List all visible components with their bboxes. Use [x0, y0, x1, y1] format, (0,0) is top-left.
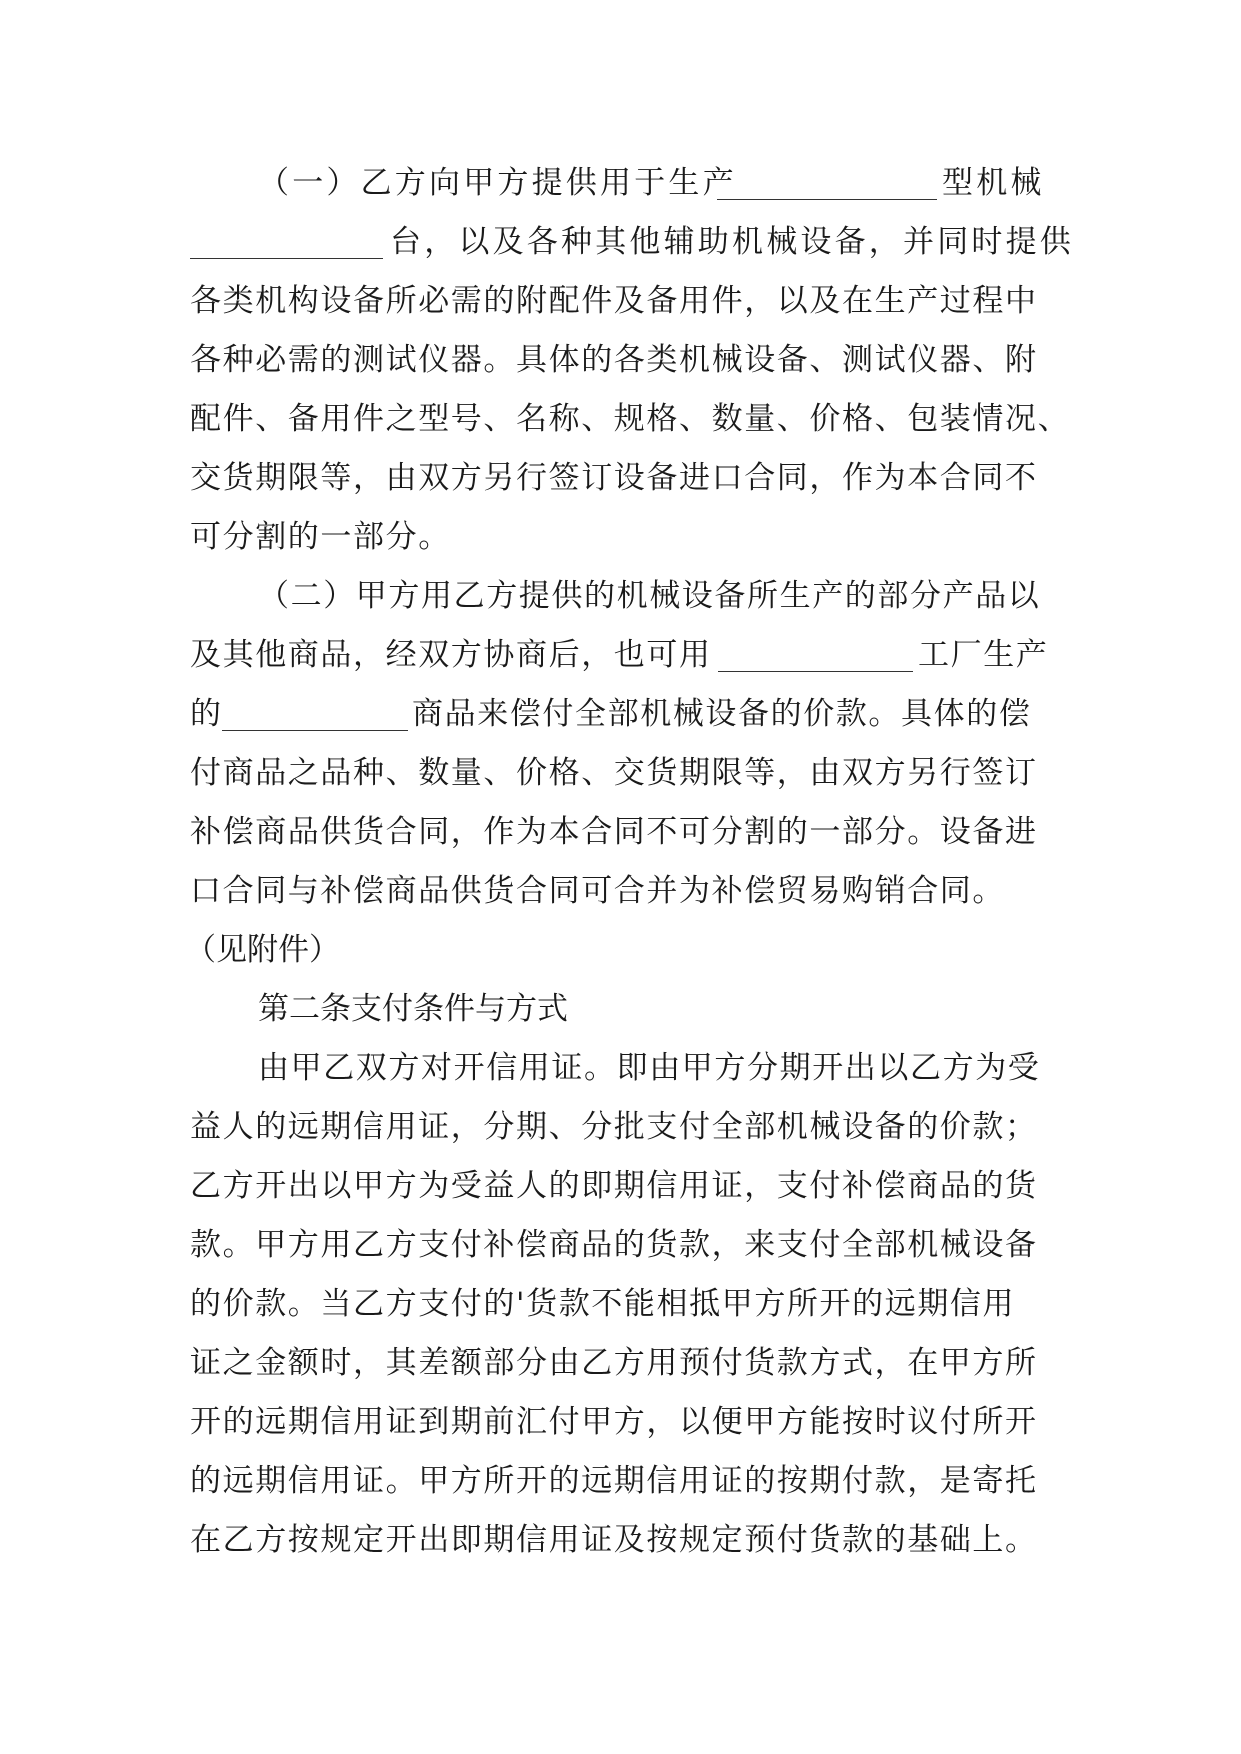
appendix-reference: （见附件）: [185, 932, 340, 968]
article-2-text: 的远期信用证。甲方所开的远期信用证的按期付款，是寄托: [190, 1463, 1038, 1499]
text-line: [0, 1284, 1241, 1324]
article-2-text-end: 在乙方按规定开出即期信用证及按规定预付货款的基础上。: [190, 1522, 1038, 1558]
text-line: [0, 1402, 1241, 1442]
clause-1-text-end: 可分割的一部分。: [190, 519, 451, 555]
text-line: [0, 635, 1241, 675]
clause-1-text: 各种必需的测试仪器。具体的各类机械设备、测试仪器、附: [190, 342, 1038, 378]
text-line: [0, 517, 1241, 557]
section-heading: [0, 989, 1241, 1029]
article-2-text: 乙方开出以甲方为受益人的即期信用证，支付补偿商品的货: [190, 1168, 1038, 1204]
text-line: [0, 1343, 1241, 1383]
clause-2-text: 付商品之品种、数量、价格、交货期限等，由双方另行签订: [190, 755, 1038, 791]
fill-in-blank-quantity[interactable]: [190, 258, 383, 259]
clause-1-text: 各类机构设备所必需的附配件及备用件，以及在生产过程中: [190, 283, 1038, 319]
text-line: [0, 163, 1241, 203]
text-line: [0, 281, 1241, 321]
fill-in-blank-factory[interactable]: [718, 671, 913, 672]
text-line: [0, 458, 1241, 498]
clause-1-text-start: （一）乙方向甲方提供用于生产: [258, 165, 737, 201]
text-line: [0, 1225, 1241, 1265]
clause-2-text: 补偿商品供货合同，作为本合同不可分割的一部分。设备进: [190, 814, 1038, 850]
article-2-text: 款。甲方用乙方支付补偿商品的货款，来支付全部机械设备: [190, 1227, 1038, 1263]
article-2-text: 开的远期信用证到期前汇付甲方，以便甲方能按时议付所开: [190, 1404, 1038, 1440]
text-line: [0, 812, 1241, 852]
text-line: [0, 1048, 1241, 1088]
clause-1-text: 配件、备用件之型号、名称、规格、数量、价格、包装情况、: [190, 401, 1071, 437]
article-2-text: 证之金额时，其差额部分由乙方用预付货款方式，在甲方所: [190, 1345, 1038, 1381]
article-2-text: 的价款。当乙方支付的'货款不能相抵甲方所开的远期信用: [190, 1286, 1016, 1322]
fill-in-blank-model[interactable]: [717, 199, 937, 200]
text-line: [0, 694, 1241, 734]
text-line: [0, 753, 1241, 793]
text-line: [0, 222, 1241, 262]
clause-2-text: 的: [190, 696, 221, 732]
clause-1-text: 台，以及各种其他辅助机械设备，并同时提供: [390, 224, 1074, 260]
text-line: [0, 871, 1241, 911]
text-line: [0, 1461, 1241, 1501]
clause-2-text-start: （二）甲方用乙方提供的机械设备所生产的部分产品以: [258, 578, 1041, 614]
fill-in-blank-goods[interactable]: [222, 730, 408, 731]
text-line: [0, 1520, 1241, 1560]
text-line: [0, 399, 1241, 439]
text-line: [0, 1166, 1241, 1206]
clause-2-text: 口合同与补偿商品供货合同可合并为补偿贸易购销合同。: [190, 873, 1005, 909]
clause-2-text-factory-suffix: 工厂生产: [918, 637, 1049, 673]
text-line: [0, 576, 1241, 616]
text-line: [0, 340, 1241, 380]
clause-1-text-model-suffix: 型机械: [942, 165, 1045, 201]
article-2-text: 益人的远期信用证，分期、分批支付全部机械设备的价款；: [190, 1109, 1038, 1145]
clause-2-text-goods-suffix: 商品来偿付全部机械设备的价款。具体的偿: [412, 696, 1032, 732]
text-line: [0, 1107, 1241, 1147]
article-2-text-start: 由甲乙双方对开信用证。即由甲方分期开出以乙方为受: [258, 1050, 1041, 1086]
clause-2-text: 及其他商品，经双方协商后，也可用: [190, 637, 712, 673]
article-2-title: 第二条支付条件与方式: [258, 991, 568, 1027]
text-line: [0, 930, 1241, 970]
clause-1-text: 交货期限等，由双方另行签订设备进口合同，作为本合同不: [190, 460, 1038, 496]
